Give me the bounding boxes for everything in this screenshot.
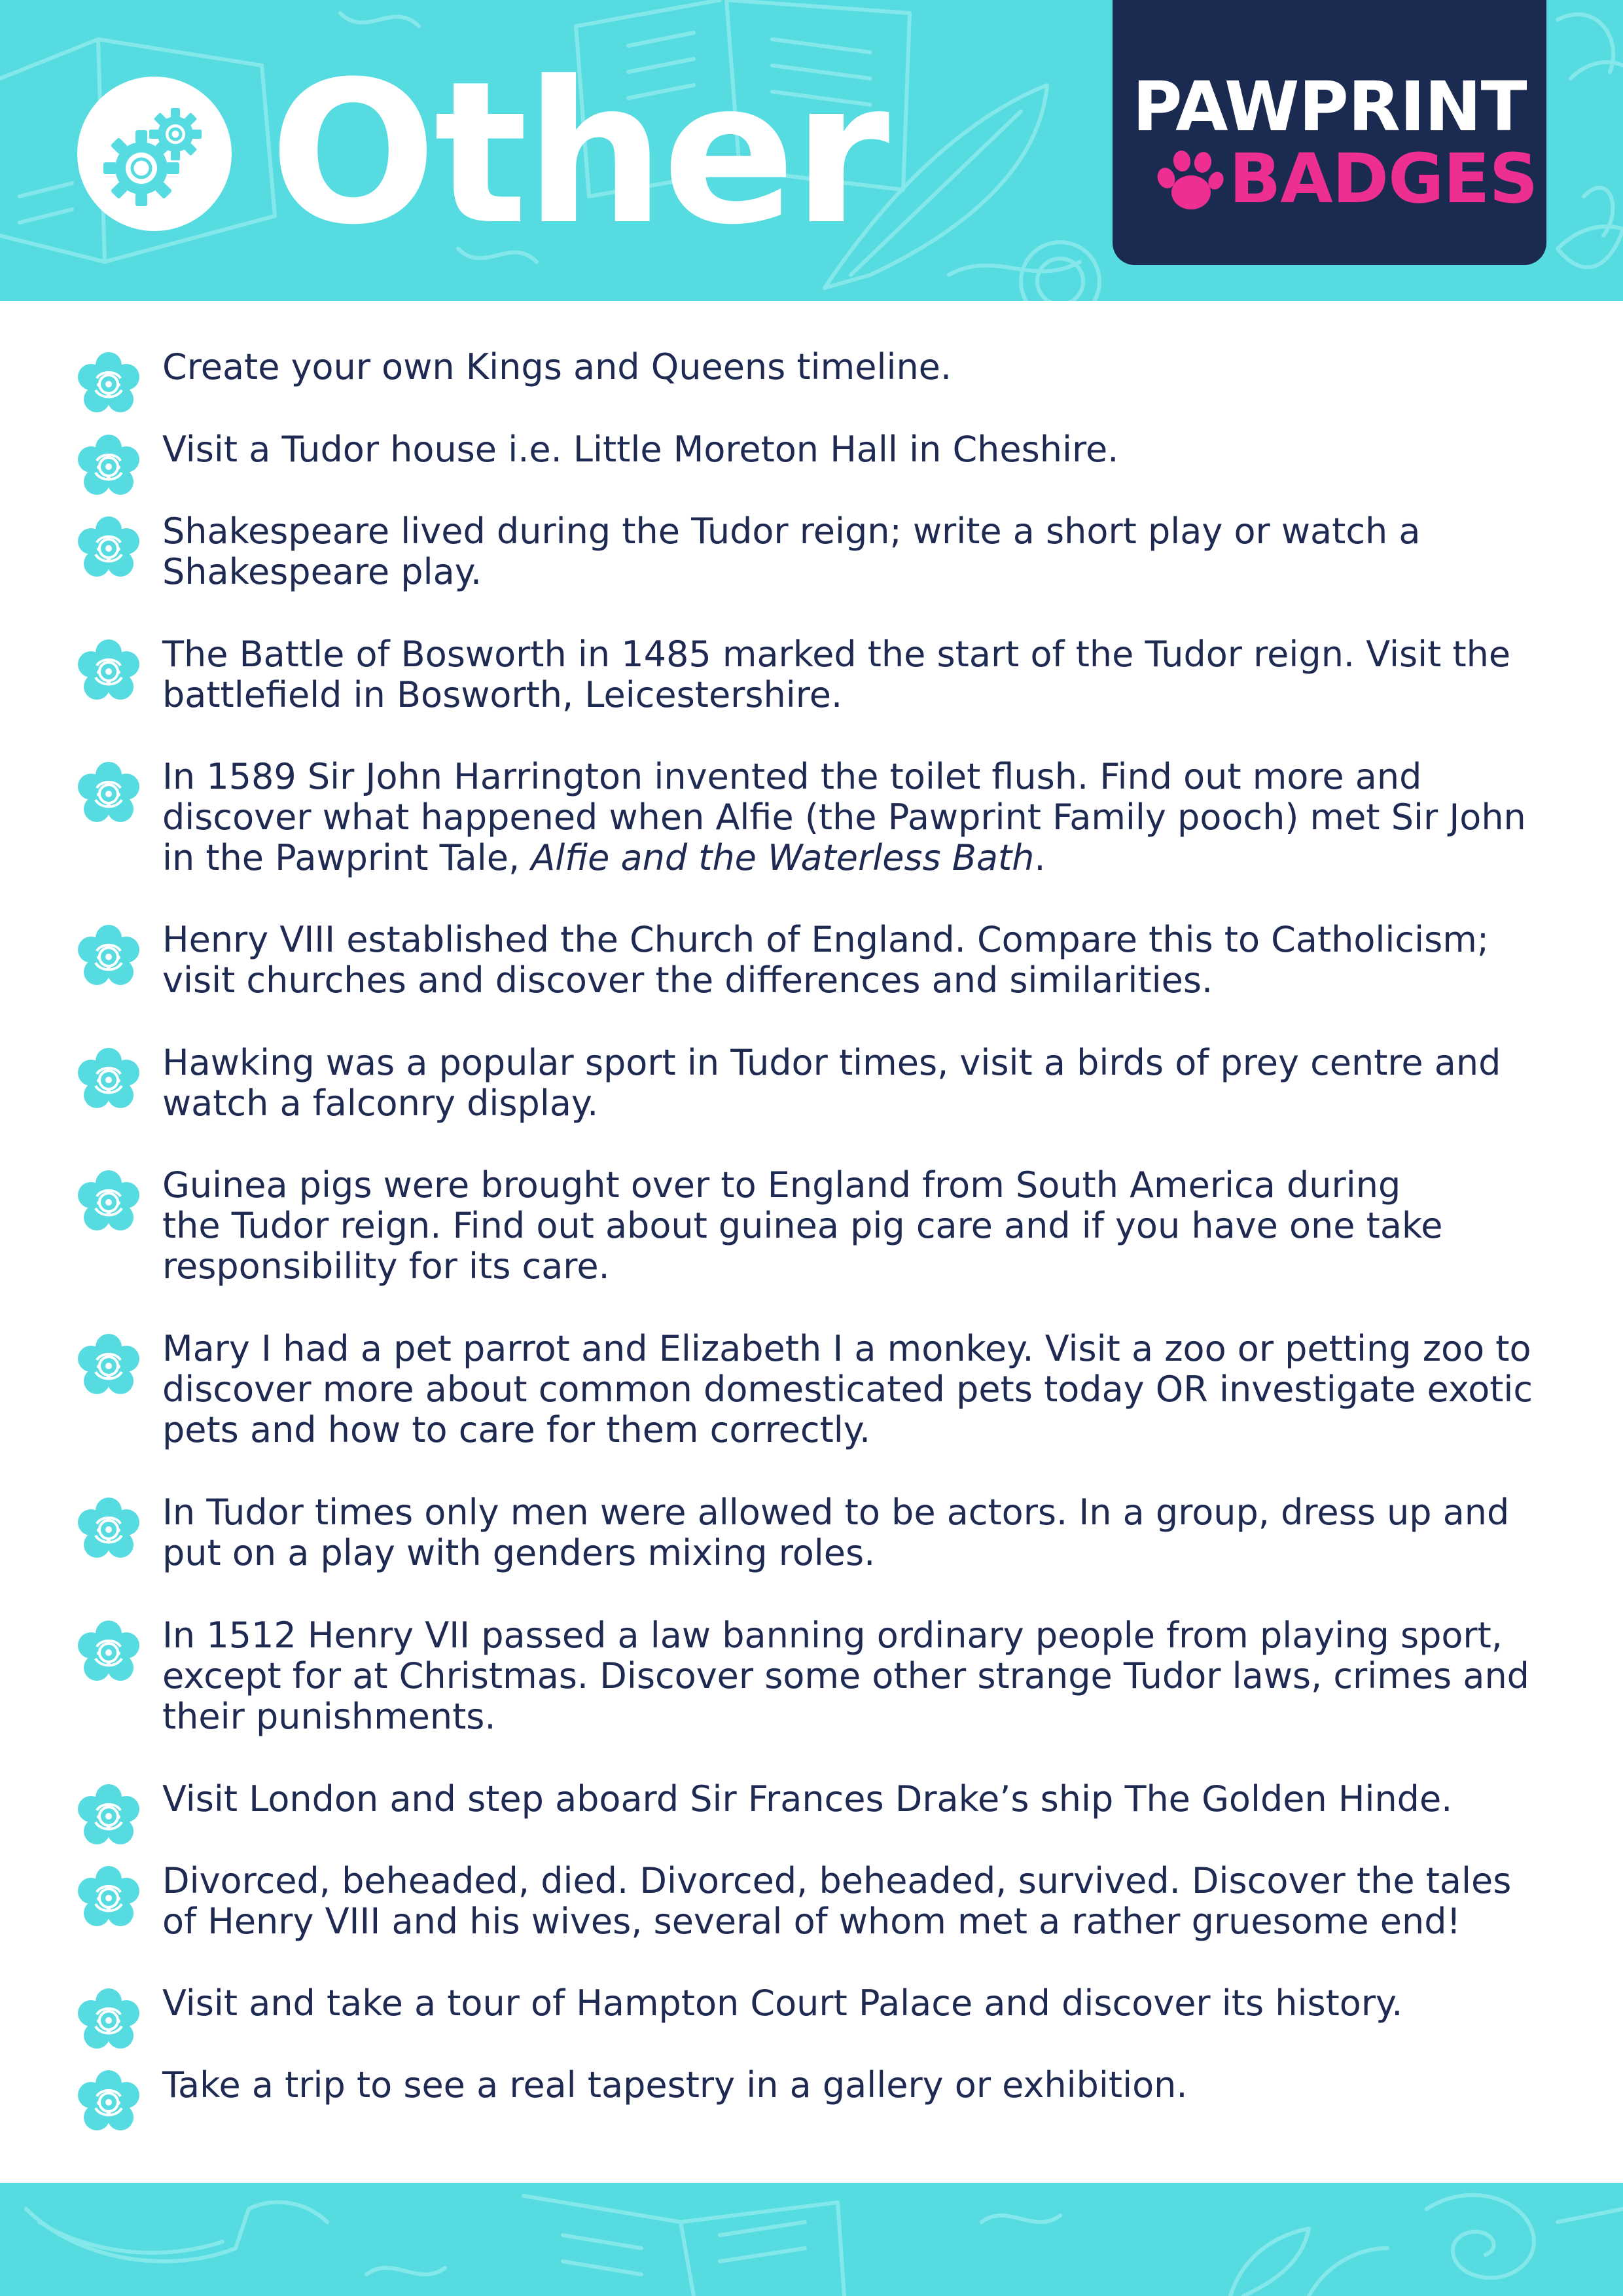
list-item-text: Visit London and step aboard Sir Frances Drake’s ship The Golden Hinde. <box>162 1778 1453 1820</box>
tudor-rose-icon <box>77 435 140 497</box>
tudor-rose-icon <box>77 925 140 988</box>
list-item-text: Create your own Kings and Queens timeline. <box>162 346 952 387</box>
list-item-text: Visit a Tudor house i.e. Little Moreton Hall in Cheshire. <box>162 429 1119 470</box>
page-title: Other <box>270 39 887 268</box>
tudor-rose-icon <box>77 1866 140 1929</box>
list-item-text: Guinea pigs were brought over to England from South America during the Tudor reign. Find out about guinea pig care and if you have one take responsibility for its care. <box>162 1164 1443 1287</box>
list-item-text: Henry VIII established the Church of England. Compare this to Catholicism; visit churches and discover the differences and similarities. <box>162 919 1489 1001</box>
tudor-rose-icon <box>77 1784 140 1847</box>
list-item-text: Hawking was a popular sport in Tudor times, visit a birds of prey centre and watch a falconry display. <box>162 1042 1501 1124</box>
tudor-rose-icon <box>77 1170 140 1233</box>
tudor-rose-icon <box>77 1498 140 1560</box>
story-title: Alfie and the Waterless Bath <box>531 837 1035 878</box>
list-item-text <box>162 757 1615 878</box>
logo-line-1: PAWPRINT <box>1132 67 1527 147</box>
tudor-rose-icon <box>77 1334 140 1397</box>
list-item-text: Visit and take a tour of Hampton Court Palace and discover its history. <box>162 1982 1403 2024</box>
logo-line-2: BADGES <box>1229 139 1538 219</box>
tudor-rose-icon <box>77 1621 140 1683</box>
tudor-rose-icon <box>77 762 140 825</box>
tudor-rose-icon <box>77 639 140 702</box>
list-item-text-end: . <box>1034 837 1046 878</box>
list-item-text: In Tudor times only men were allowed to be actors. In a group, dress up and put on a play with genders mixing roles. <box>162 1492 1510 1573</box>
footer-banner <box>0 2183 1623 2296</box>
tudor-rose-icon <box>77 1048 140 1111</box>
tudor-rose-icon <box>77 516 140 579</box>
list-item-text: In 1512 Henry VII passed a law banning ordinary people from playing sport, except for at Christmas. Discover some other strange Tudor laws, crimes and their punishments. <box>162 1615 1529 1737</box>
list-item-text: Divorced, beheaded, died. Divorced, beheaded, survived. Discover the tales of Henry VIII and his wives, several of whom met a rather gruesome end! <box>162 1860 1512 1942</box>
list-item-text: Shakespeare lived during the Tudor reign; write a short play or watch a Shakespeare play. <box>162 511 1421 592</box>
list-item-text: Mary I had a pet parrot and Elizabeth I a monkey. Visit a zoo or petting zoo to discover more about common domesticated pets today OR investigate exotic pets and how to care for them correctly. <box>162 1328 1533 1450</box>
list-item-text: The Battle of Bosworth in 1485 marked the start of the Tudor reign. Visit the battlefield in Bosworth, Leicestershire. <box>162 634 1511 715</box>
list-item-text: Take a trip to see a real tapestry in a gallery or exhibition. <box>162 2064 1188 2106</box>
tudor-rose-icon <box>77 2070 140 2133</box>
list-item-text-main: In 1589 Sir John Harrington invented the toilet flush. Find out more and discover what happened when Alfie (the Pawprint Family pooch) met Sir John in the Pawprint Tale, <box>162 756 1526 878</box>
tudor-rose-icon <box>77 352 140 415</box>
tudor-rose-icon <box>77 1988 140 2051</box>
doodle-background-pattern <box>0 2183 1623 2296</box>
